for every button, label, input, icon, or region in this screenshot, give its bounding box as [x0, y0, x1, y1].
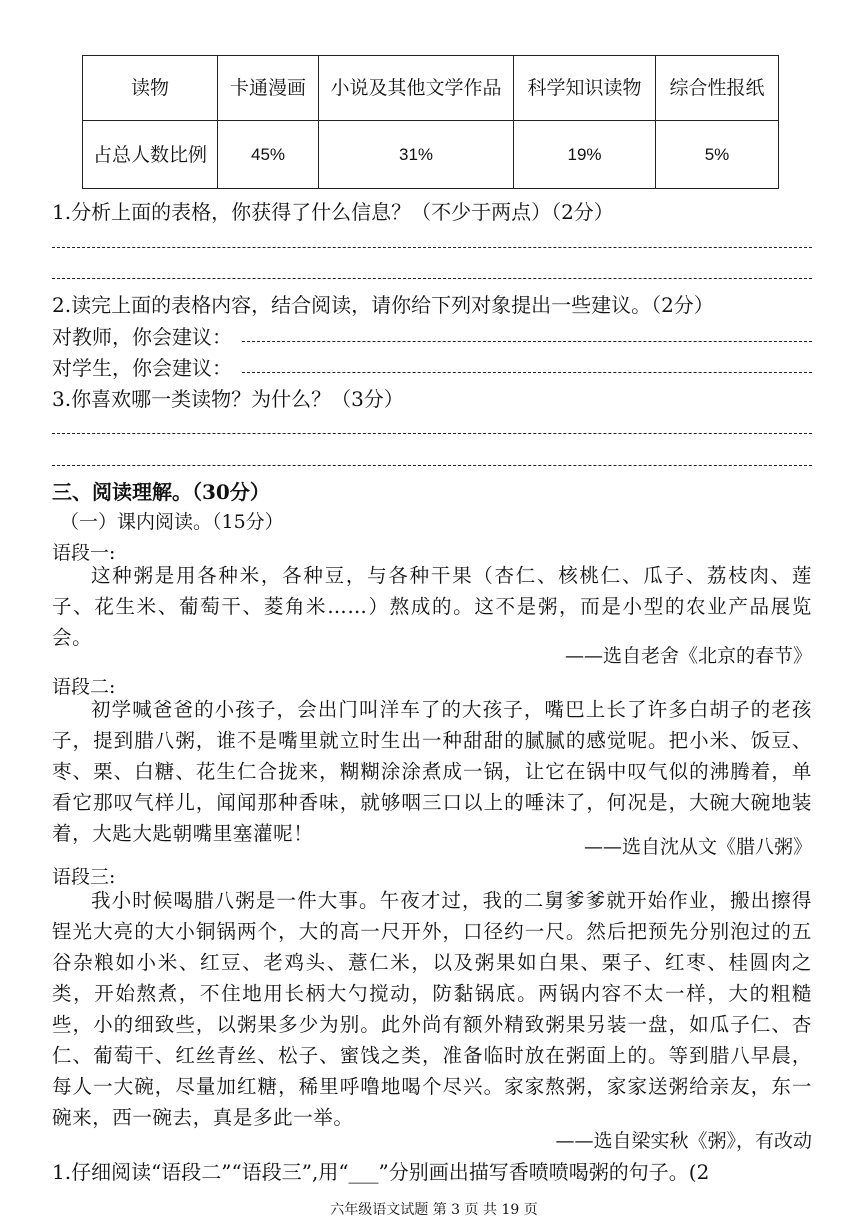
answer-line[interactable]	[52, 247, 812, 248]
passage-1-text: 这种粥是用各种米，各种豆，与各种干果（杏仁、核桃仁、瓜子、荔枝肉、莲子、花生米、葡萄干、菱角米……）熬成的。这不是粥，而是小型的农业产品展览会。	[52, 564, 812, 649]
passage-1-source: ——选自老舍《北京的春节》	[564, 645, 812, 667]
table-header-cell: 科学知识读物	[514, 56, 656, 121]
section-subtitle: （一）课内阅读。（15分）	[60, 511, 284, 533]
table-cell: 45%	[218, 121, 319, 189]
question-1: 1.分析上面的表格，你获得了什么信息？（不少于两点）（2分）	[52, 200, 614, 224]
table-header-cell: 卡通漫画	[218, 56, 319, 121]
page-footer: 六年级语文试题 第 3 页 共 19 页	[330, 1202, 538, 1218]
passage-1-label: 语段一:	[52, 542, 116, 564]
passage-3-text: 我小时候喝腊八粥是一件大事。午夜才过，我的二舅爹爹就开始作业，搬出擦得锃光大亮的大小铜锅两个，大的高一尺开外，口径约一尺。然后把预先分别泡过的五谷杂粮如小米、红豆、老鸡头、薏仁米，以及粥果如白果、栗子、红枣、桂圆肉之类，开始熬煮，不住地用长柄大勺搅动，防黏锅底。两锅内容不太一样，大的粗糙些，小的细致些，以粥果多少为别。此外尚有额外精致粥果另装一盘，如瓜子仁、杏仁、葡萄干、红丝青丝、松子、蜜饯之类，准备临时放在粥面上的。等到腊八早晨，每人一大碗，尽量加红糖，稀里呼噜地喝个尽兴。家家熬粥，家家送粥给亲友，东一碗来，西一碗去，真是多此一举。	[52, 889, 812, 1129]
passage-3-source: ——选自梁实秋《粥》，有改动	[555, 1130, 812, 1152]
section-title: 三、阅读理解。（30分）	[52, 480, 270, 504]
question-final: 1.仔细阅读“语段二”“语段三”,用“___”分别画出描写香喷喷喝粥的句子。(2	[52, 1160, 710, 1184]
question-3: 3.你喜欢哪一类读物？为什么？（3分）	[52, 387, 404, 411]
table-cell: 31%	[319, 121, 514, 189]
answer-line-student[interactable]	[242, 372, 812, 373]
passage-2-source: ——选自沈从文《腊八粥》	[583, 836, 812, 858]
answer-line[interactable]	[52, 465, 812, 466]
reading-survey-table	[82, 55, 779, 189]
table-header-cell: 读物	[83, 56, 218, 121]
table-header-cell: 综合性报纸	[656, 56, 779, 121]
question-2: 2.读完上面的表格内容，结合阅读，请你给下列对象提出一些建议。（2分）	[52, 293, 714, 317]
passage-2-text: 初学喊爸爸的小孩子，会出门叫洋车了的大孩子，嘴巴上长了许多白胡子的老孩子，提到腊八粥，谁不是嘴里就立时生出一种甜甜的腻腻的感觉呢。把小米、饭豆、枣、栗、白糖、花生仁合拢来，糊糊涂涂煮成一锅，让它在锅中叹气似的沸腾着，单看它那叹气样儿，闻闻那种香味，就够咽三口以上的唾沫了，何况是，大碗大碗地装着，大匙大匙朝嘴里塞灌呢！	[52, 698, 812, 845]
table-cell: 5%	[656, 121, 779, 189]
question-2-teacher-label: 对教师，你会建议：	[52, 325, 232, 349]
table-cell: 19%	[514, 121, 656, 189]
passage-3-label: 语段三:	[52, 866, 116, 888]
table-row-label: 占总人数比例	[83, 121, 218, 189]
answer-line-teacher[interactable]	[242, 341, 812, 342]
question-2-student-label: 对学生，你会建议：	[52, 356, 232, 380]
answer-line[interactable]	[52, 278, 812, 279]
table-header-cell: 小说及其他文学作品	[319, 56, 514, 121]
passage-2-label: 语段二:	[52, 676, 116, 698]
answer-line[interactable]	[52, 433, 812, 434]
